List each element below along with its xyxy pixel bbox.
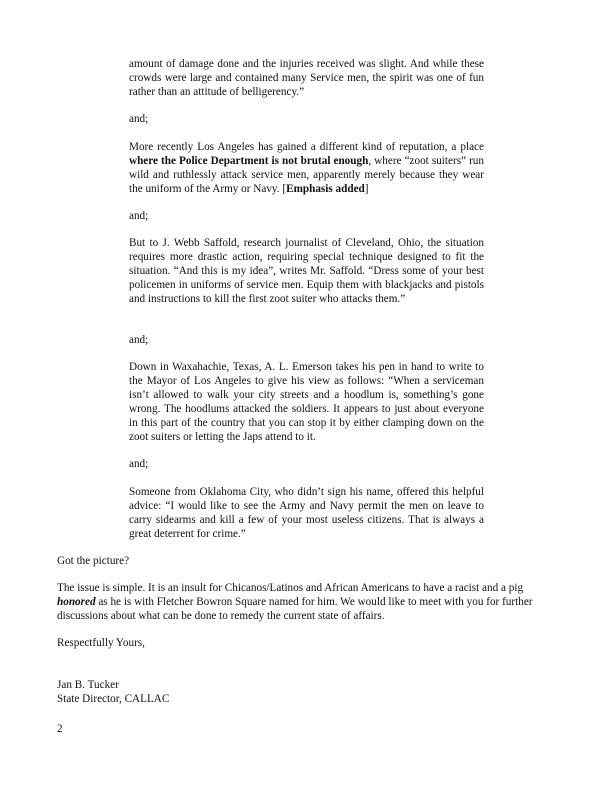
quote-2-emphasis-added: Emphasis added — [286, 182, 365, 195]
page-number: 2 — [57, 723, 63, 735]
quote-1-text: amount of damage done and the injuries received was slight. And while these crowds were large and contained many Service men, the spirit was one of fun rather than an attitude of belligerency.” — [129, 58, 484, 98]
closing-line: Respectfully Yours, — [57, 637, 145, 649]
signer-name: Jan B. Tucker — [57, 679, 119, 691]
and-separator-2: and; — [129, 210, 149, 222]
signer-title: State Director, CALLAC — [57, 693, 170, 705]
quote-paragraph-2 — [129, 141, 484, 197]
issue-paragraph — [57, 582, 557, 624]
quote-paragraph-4 — [129, 361, 484, 444]
and-separator-4: and; — [129, 458, 149, 470]
issue-text-part2: as he is with Fletcher Bowron Square named for him. We would like to meet with you for further discussions about what can be done to remedy the current state of affairs. — [57, 595, 533, 622]
quote-2-text-part2: , where “zoot suiters” run wild and ruthlessly attack service men, apparently merely because they wear the uniform of the Army or Navy. [ — [129, 154, 484, 195]
quote-2-text-part3: ] — [364, 182, 369, 195]
issue-text-part1: The issue is simple. It is an insult for Chicanos/Latinos and African Americans to have a racist and a pig — [57, 582, 524, 594]
quote-2-text-part1: More recently Los Angeles has gained a different kind of reputation, a place — [129, 141, 484, 153]
quote-paragraph-1 — [129, 58, 484, 100]
got-the-picture-line: Got the picture? — [57, 555, 130, 567]
quote-paragraph-5 — [129, 486, 484, 542]
quote-5-text: Someone from Oklahoma City, who didn’t sign his name, offered this helpful advice: “I would like to see the Army and Navy permit the men on leave to carry sidearms and kill a few of your most useless citizens. That is always a great deterrent for crime.” — [129, 486, 484, 540]
and-separator-1: and; — [129, 113, 149, 125]
issue-emphasis-honored: honored — [57, 595, 96, 608]
quote-3-text: But to J. Webb Saffold, research journalist of Cleveland, Ohio, the situation requires more drastic action, requiring special technique designed to fit the situation. “And this is my idea”, writes Mr. Saffold. “Dress some of your best policemen in uniforms of service men. Equip them with blackjacks and pistols and instructions to kill the first zoot suiter who attacks them.” — [129, 237, 484, 305]
quote-paragraph-3 — [129, 237, 484, 307]
and-separator-3: and; — [129, 334, 149, 346]
quote-2-emphasis-police: where the Police Department is not brutal enough — [129, 154, 369, 167]
quote-4-text: Down in Waxahachie, Texas, A. L. Emerson takes his pen in hand to write to the Mayor of Los Angeles to give his view as follows: “When a serviceman isn’t allowed to walk your city streets and a hoodlum is, something’s gone wrong. The hoodlums attacked the soldiers. It appears to just about everyone in this part of the country that you can stop it by either clamping down on the zoot suiters or letting the Japs attend to it. — [129, 361, 484, 443]
